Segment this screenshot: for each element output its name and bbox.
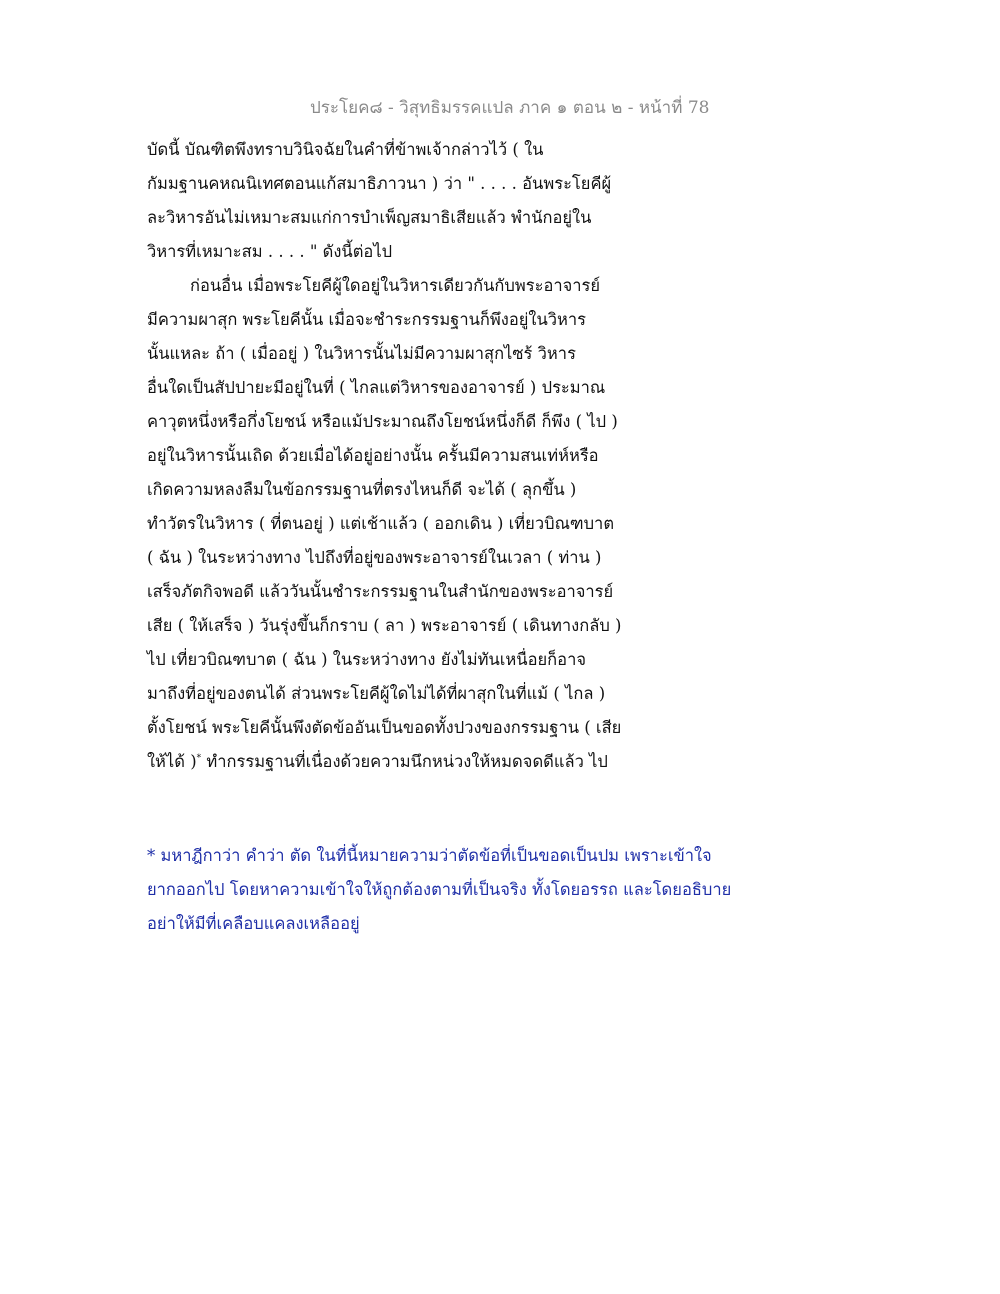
text-fragment: ให้ได้ ) <box>147 752 197 771</box>
text-line: มีความผาสุก พระโยคีนั้น เมื่อจะชำระกรรมฐานก็พึงอยู่ในวิหาร <box>147 310 587 329</box>
text-line: ( ฉัน ) ในระหว่างทาง ไปถึงที่อยู่ของพระอาจารย์ในเวลา ( ท่าน ) <box>147 548 602 567</box>
body-text <box>147 133 667 779</box>
text-line: เสร็จภัตกิจพอดี แล้ววันนั้นชำระกรรมฐานในสำนักของพระอาจารย์ <box>147 582 614 601</box>
text-line: กัมมฐานคหณนิเทศตอนแก้สมาธิภาวนา ) ว่า " . . . . อันพระโยคีผู้ <box>147 174 612 193</box>
text-line: นั้นแหละ ถ้า ( เมื่ออยู่ ) ในวิหารนั้นไม่มีความผาสุกไซร้ วิหาร <box>147 344 576 363</box>
text-line: ไป เที่ยวบิณฑบาต ( ฉัน ) ในระหว่างทาง ยังไม่ทันเหนื่อยก็อาจ <box>147 650 586 669</box>
text-line-last <box>147 745 667 779</box>
footnote <box>147 839 747 941</box>
footnote-line: * มหาฎีกาว่า คำว่า ตัด ในที่นี้หมายความว่าตัดข้อที่เป็นขอดเป็นปม เพราะเข้าใจ <box>147 846 712 865</box>
text-fragment: ทำกรรมฐานที่เนื่องด้วยความนึกหน่วงให้หมดจดดีแล้ว ไป <box>201 752 608 771</box>
page-header: ประโยค๘ - วิสุทธิมรรคแปล ภาค ๑ ตอน ๒ - หน้าที่ 78 <box>310 98 710 118</box>
text-line: อื่นใดเป็นสัปปายะมีอยู่ในที่ ( ไกลแต่วิหารของอาจารย์ ) ประมาณ <box>147 378 606 397</box>
text-line: อยู่ในวิหารนั้นเถิด ด้วยเมื่อได้อยู่อย่างนั้น ครั้นมีความสนเท่ห์หรือ <box>147 446 599 465</box>
text-line: ทำวัตรในวิหาร ( ที่ตนอยู่ ) แต่เช้าแล้ว ( ออกเดิน ) เที่ยวบิณฑบาต <box>147 514 615 533</box>
footnote-line: อย่าให้มีที่เคลือบแคลงเหลืออยู่ <box>147 914 360 933</box>
text-line: เสีย ( ให้เสร็จ ) วันรุ่งขึ้นก็กราบ ( ลา ) พระอาจารย์ ( เดินทางกลับ ) <box>147 616 622 635</box>
footnote-line: ยากออกไป โดยหาความเข้าใจให้ถูกต้องตามที่เป็นจริง ทั้งโดยอรรถ และโดยอธิบาย <box>147 880 732 899</box>
text-line: ตั้งโยชน์ พระโยคีนั้นพึงตัดข้ออันเป็นขอดทั้งปวงของกรรมฐาน ( เสีย <box>147 718 622 737</box>
text-line: เกิดความหลงลืมในข้อกรรมฐานที่ตรงไหนก็ดี จะได้ ( ลุกขึ้น ) <box>147 480 577 499</box>
text-line: ละวิหารอันไม่เหมาะสมแก่การบำเพ็ญสมาธิเสียแล้ว พำนักอยู่ใน <box>147 208 592 227</box>
text-line: มาถึงที่อยู่ของตนได้ ส่วนพระโยคีผู้ใดไม่ได้ที่ผาสุกในที่แม้ ( ไกล ) <box>147 684 606 703</box>
text-line: บัดนี้ บัณฑิตพึงทราบวินิจฉัยในคำที่ข้าพเจ้ากล่าวไว้ ( ใน <box>147 140 544 159</box>
text-line: วิหารที่เหมาะสม . . . . " ดังนี้ต่อไป <box>147 242 393 261</box>
text-line: คาวุตหนึ่งหรือกึ่งโยชน์ หรือแม้ประมาณถึงโยชน์หนึ่งก็ดี ก็พึง ( ไป ) <box>147 412 618 431</box>
footnote-marker: * <box>196 753 202 764</box>
paragraph-first-line: ก่อนอื่น เมื่อพระโยคีผู้ใดอยู่ในวิหารเดียวกันกับพระอาจารย์ <box>190 276 601 295</box>
